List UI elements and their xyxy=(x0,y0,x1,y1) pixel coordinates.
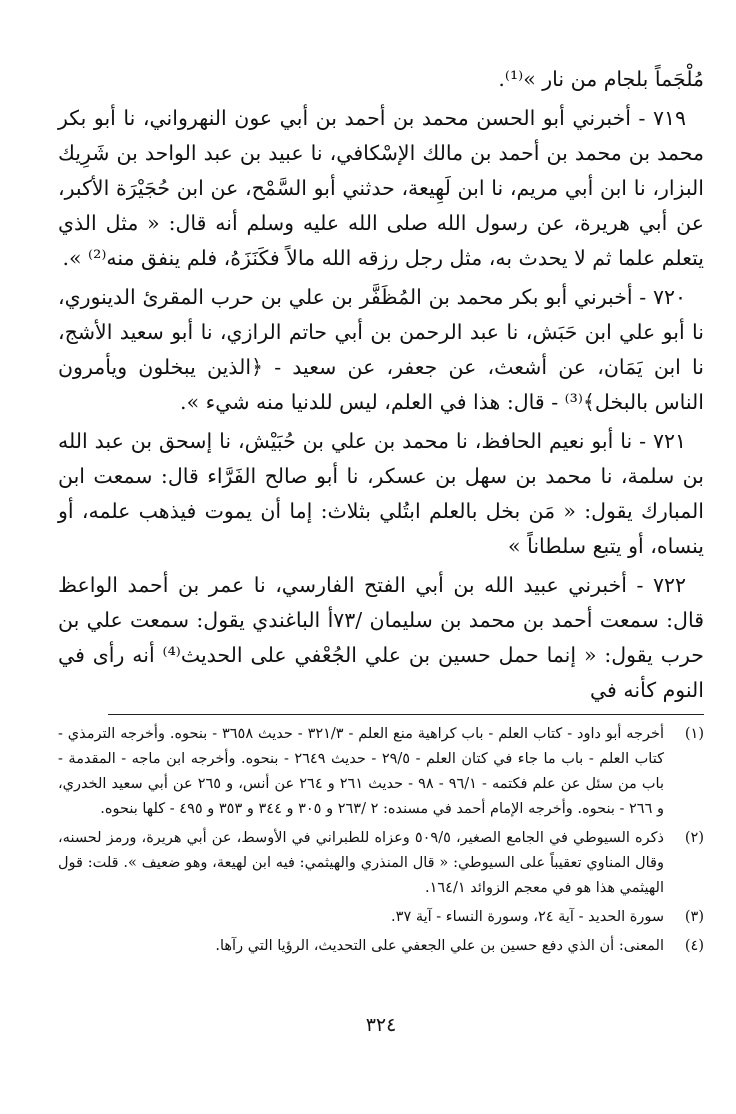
footnote-text: سورة الحديد - آية ٢٤، وسورة النساء - آية ٣٧. xyxy=(391,909,664,925)
footnote xyxy=(58,934,704,959)
main-text xyxy=(58,62,704,708)
opening-line: مُلْجَماً بلجام من نار »⁽¹⁾. xyxy=(498,67,704,91)
footnote-text: ذكره السيوطي في الجامع الصغير، ٥٠٩/٥ وعزاه للطبراني في الأوسط، عن أبي هريرة، ورمز لحسنه، وقال المناوي تعقيباً على السيوطي: « قال المنذري والهيثمي: فيه ابن لهيعة، وهو ضعيف ». قلت: قول الهيثمي هذا هو في معجم الزوائد ١٦٤/١. xyxy=(58,830,664,896)
hadith-paragraph-721: ٧٢١ - نا أبو نعيم الحافظ، نا محمد بن علي بن حُبَيْش، نا إسحق بن عبد الله بن سلمة، نا محمد بن سهل بن عسكر، نا أبو صالح الفَرَّاء قال: سمعت ابن المبارك يقول: « مَن بخل بالعلم ابتُلي بثلاث: إما أن يموت فيذهب علمه، أو ينساه، أو يتبع سلطاناً » xyxy=(58,429,704,558)
footnote xyxy=(58,905,704,930)
footnote-divider xyxy=(108,714,704,715)
footnote-number: (٢) xyxy=(684,830,704,846)
page-number: ٣٢٤ xyxy=(365,1014,397,1036)
footnote xyxy=(58,722,704,822)
footnote-number: (٣) xyxy=(684,909,704,925)
footnote-text: أخرجه أبو داود - كتاب العلم - باب كراهية منع العلم - ٣٢١/٣ - حديث ٣٦٥٨ - بنحوه. وأخرجه الترمذي - كتاب العلم - باب ما جاء في كتان العلم - ٢٩/٥ - حديث ٢٦٤٩ - بنحوه. وأخرجه ابن ماجه - المقدمة - باب من سئل عن علم فكتمه - ٩٦/١ - ٩٨ - حديث ٢٦١ و ٢٦٤ عن أنس، و ٢٦٥ عن أبي سعيد الخدري، و ٢٦٦ - بنحوه. وأخرجه الإمام أحمد في مسنده: ٢ /٢٦٣ و ٣٠٥ و ٣٤٤ و ٣٥٣ و ٤٩٥ - كلها بنحوه. xyxy=(58,726,664,817)
hadith-paragraph-720: ٧٢٠ - أخبرني أبو بكر محمد بن المُظَفَّر بن علي بن حرب المقرئ الدينوري، نا أبو علي ابن حَبَش، نا عبد الرحمن بن أبي حاتم الرازي، نا أبو سعيد الأشج، نا ابن يَمَان، عن أشعث، عن جعفر، عن سعيد - ﴿الذين يبخلون ويأمرون الناس بالبخل﴾⁽³⁾ - قال: هذا في العلم، ليس للدنيا منه شيء ». xyxy=(58,285,704,414)
footnote-text: المعنى: أن الذي دفع حسين بن علي الجعفي على التحديث، الرؤيا التي رآها. xyxy=(215,938,664,954)
hadith-paragraph-719: ٧١٩ - أخبرني أبو الحسن محمد بن أحمد بن أبي عون النهرواني، نا أبو بكر محمد بن محمد بن أحمد بن مالك الإسْكافي، نا عبيد بن عبد الواحد بن شَرِيك البزار، نا ابن أبي مريم، نا ابن لَهِيعة، حدثني أبو السَّمْح، عن ابن حُجَيْرَة الأكبر، عن أبي هريرة، عن رسول الله صلى الله عليه وسلم أنه قال: « مثل الذي يتعلم علما ثم لا يحدث به، مثل رجل رزقه الله مالاً فكَنَزَهُ، فلم ينفق منه⁽²⁾ ». xyxy=(58,106,704,270)
footnote-number: (١) xyxy=(684,726,704,742)
footnotes xyxy=(58,722,704,963)
footnote-number: (٤) xyxy=(684,938,704,954)
hadith-paragraph-722: ٧٢٢ - أخبرني عبيد الله بن أبي الفتح الفارسي، نا عمر بن أحمد الواعظ قال: سمعت أحمد بن محمد بن سليمان /٧٣أ الباغندي يقول: سمعت علي بن حرب يقول: « إنما حمل حسين بن علي الجُعْفي على الحديث⁽⁴⁾ أنه رأى في النوم كأنه في xyxy=(58,573,704,702)
book-page xyxy=(58,62,704,1074)
footnote xyxy=(58,826,704,901)
